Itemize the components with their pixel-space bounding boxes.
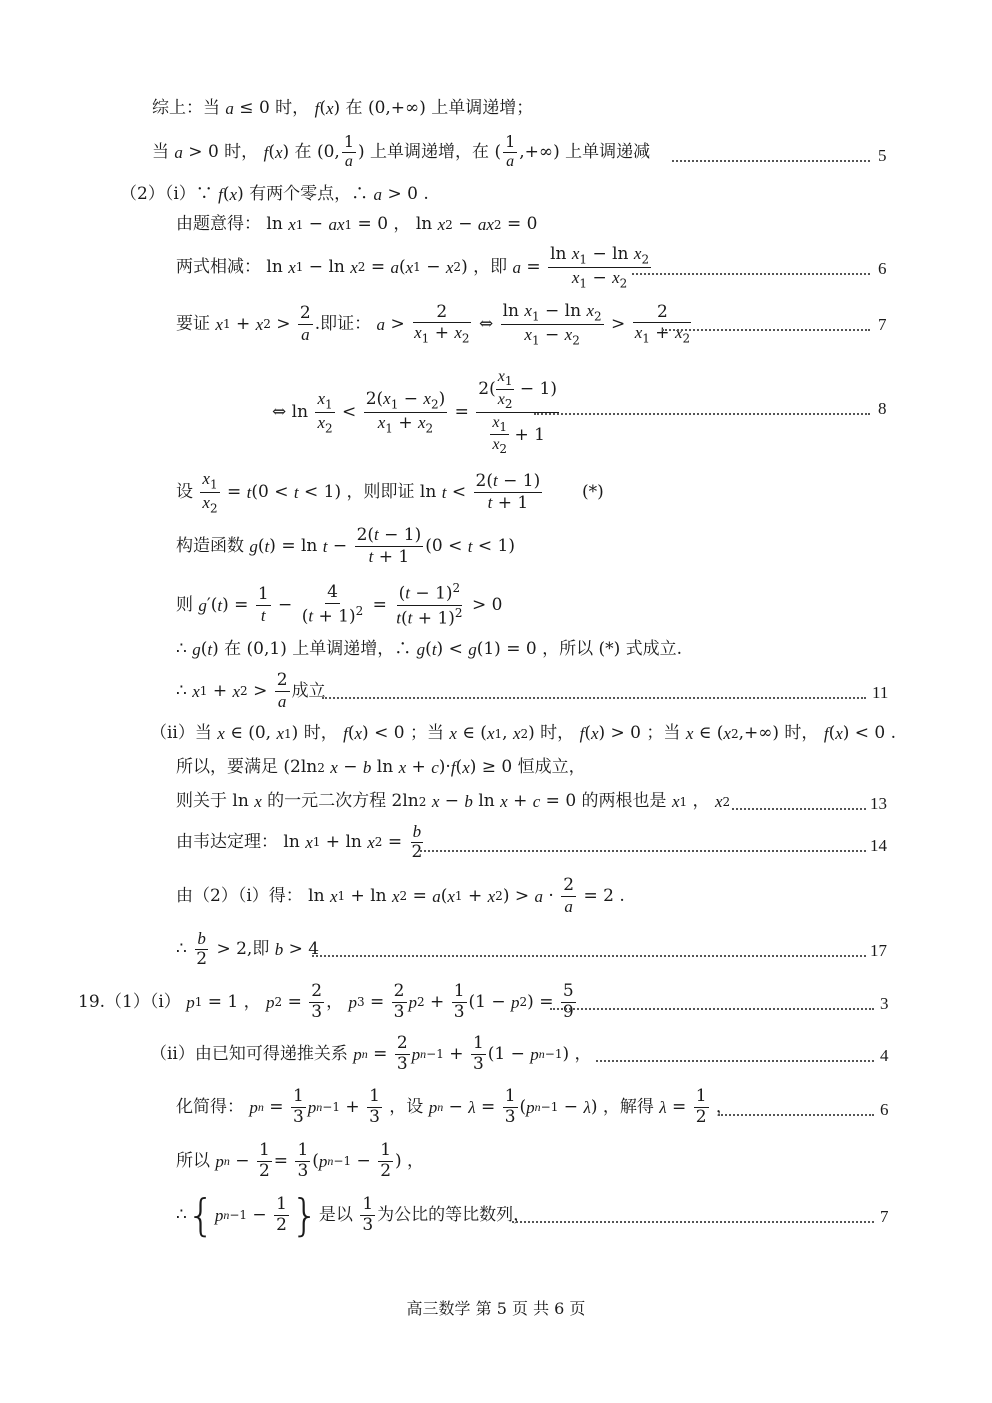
q19-therefore: 所以 p n − 1 2 = 1 3 ( p n−1 − 1 2 ) ， — [176, 1140, 425, 1181]
final-b-line: ∴ b 2 > 2,即 b > 4 — [176, 929, 320, 969]
leader-dots — [732, 808, 866, 810]
equivalence-line: ⇔ ln $x_1$ $x_2$ < $2(x_1 - x_2)$ $x_1 + x_2$ = 2( $\frac{x_1}{x_2}$ − 1) $\frac{x_1}{x_2}$ + 1 — [272, 368, 557, 457]
leader-dots — [534, 413, 870, 415]
leader-dots — [322, 697, 866, 699]
leader-dots — [512, 1221, 874, 1223]
conclusion-i-line: ∴ x 1 + x 2 > 2 a 成立 — [176, 670, 326, 711]
page-footer: 高三数学 第 5 页 共 6 页 — [406, 1299, 586, 1318]
score-mark: 3 — [880, 994, 889, 1013]
score-mark: 6 — [880, 1100, 889, 1119]
part2-ii-intervals: （ii）当 x ∈ (0, x 1 ) 时， f ( x ) < 0 ；当 x ∈ ( x 1 , x 2 ) 时， f ( x ) > 0 ；当 x ∈ ( x 2 ,+∞) 时， f ( x ) < 0 . — [150, 723, 897, 743]
score-mark: 17 — [870, 941, 887, 960]
subtract-line: 两式相减： ln x 1 − ln x 2 = a ( x 1 − x 2 ) ，即 a = $\ln x_1 - \ln x_2$ $x_1 - x_2$ — [176, 244, 650, 291]
summary-line-1: 综上：当 a ≤ 0 时， f ( x ) 在 (0,+∞) 上单调递增； — [152, 98, 534, 118]
score-mark: 7 — [880, 1207, 889, 1226]
score-mark: 11 — [872, 683, 889, 702]
leader-dots — [718, 1114, 874, 1116]
part2-i-heading: （2）（i）∵ f ( x ) 有两个零点，∴ a > 0 . — [120, 184, 429, 204]
combine-line: 由（2）（i）得： ln x 1 + ln x 2 = a ( x 1 + x 2 ) > a · 2 a = 2 . — [176, 875, 625, 916]
quadratic-roots-line: 则关于 ln x 的一元二次方程 2ln 2 x − b ln x + c = 0 的两根也是 x 1 ， x 2 — [176, 791, 731, 811]
leader-dots — [596, 1060, 874, 1062]
leader-dots — [420, 850, 866, 852]
substitution-line: 设 $x_1$ $x_2$ = t (0 < t < 1) ，则即证 ln t < 2(t − 1) t + 1 (*) — [176, 469, 604, 516]
leader-dots — [662, 329, 870, 331]
score-mark: 6 — [878, 259, 887, 278]
summary-line-2: 当 a > 0 时， f ( x ) 在 (0, 1 a ) 上单调递增，在 ( 1 a ,+∞) 上单调递减 — [152, 132, 651, 170]
leader-dots — [672, 160, 870, 162]
score-mark: 7 — [878, 315, 887, 334]
inequality-condition: 所以，要满足 (2ln 2 x − b ln x + c )· f ( x ) ≥ 0 恒成立， — [176, 757, 586, 777]
vieta-line: 由韦达定理： ln x 1 + ln x 2 = b 2 — [176, 822, 423, 862]
q19-simplify: 化简得： p n = 1 3 p n−1 + 1 3 ，设 p n − λ = 1 3 ( p n−1 − λ ) ，解得 λ = 1 2 ， — [176, 1086, 733, 1127]
condition-line: 由题意得： ln x 1 − ax 1 = 0 ， ln x 2 − ax 2 = 0 — [176, 214, 538, 234]
construct-function-line: 构造函数 g ( t ) = ln t − 2(t − 1) t + 1 (0 < t < 1) — [176, 525, 515, 567]
score-mark: 5 — [878, 146, 887, 165]
score-mark: 8 — [878, 399, 887, 418]
score-mark: 13 — [870, 794, 887, 813]
score-mark: 14 — [870, 836, 887, 855]
derivative-line: 则 g ′( t ) = 1 t − 4 $(t + 1)^2$ = $(t - 1)^2$ $t(t + 1)^2$ > 0 — [176, 581, 503, 629]
monotonic-line: ∴ g ( t ) 在 (0,1) 上单调递增，∴ g ( t ) < g (1) = 0 ，所以 (*) 式成立. — [176, 639, 683, 659]
q19-geometric: ∴ { p n−1 − 1 2 } 是以 1 3 为公比的等比数列， — [176, 1189, 531, 1241]
q19-recurrence: （ii）由已知可得递推关系 p n = 2 3 p n−1 + 1 3 (1 − p n−1 ) ， — [150, 1033, 592, 1074]
q19-part1-i: 19.（1）（i） p 1 = 1 ， p 2 = 2 3 ， p 3 = 2 3 p 2 + 1 3 (1 − p 2 ) = 5 9 — [78, 981, 574, 1022]
score-mark: 4 — [880, 1046, 889, 1065]
leader-dots — [550, 1008, 874, 1010]
leader-dots — [312, 955, 866, 957]
to-prove-line: 要证 x 1 + x 2 > 2 a .即证： a > 2 $x_1 + x_2$ ⇔ $\ln x_1 - \ln x_2$ $x_1 - x_2$ > 2 $x_1 + x_2$ — [176, 301, 691, 348]
leader-dots — [632, 273, 870, 275]
